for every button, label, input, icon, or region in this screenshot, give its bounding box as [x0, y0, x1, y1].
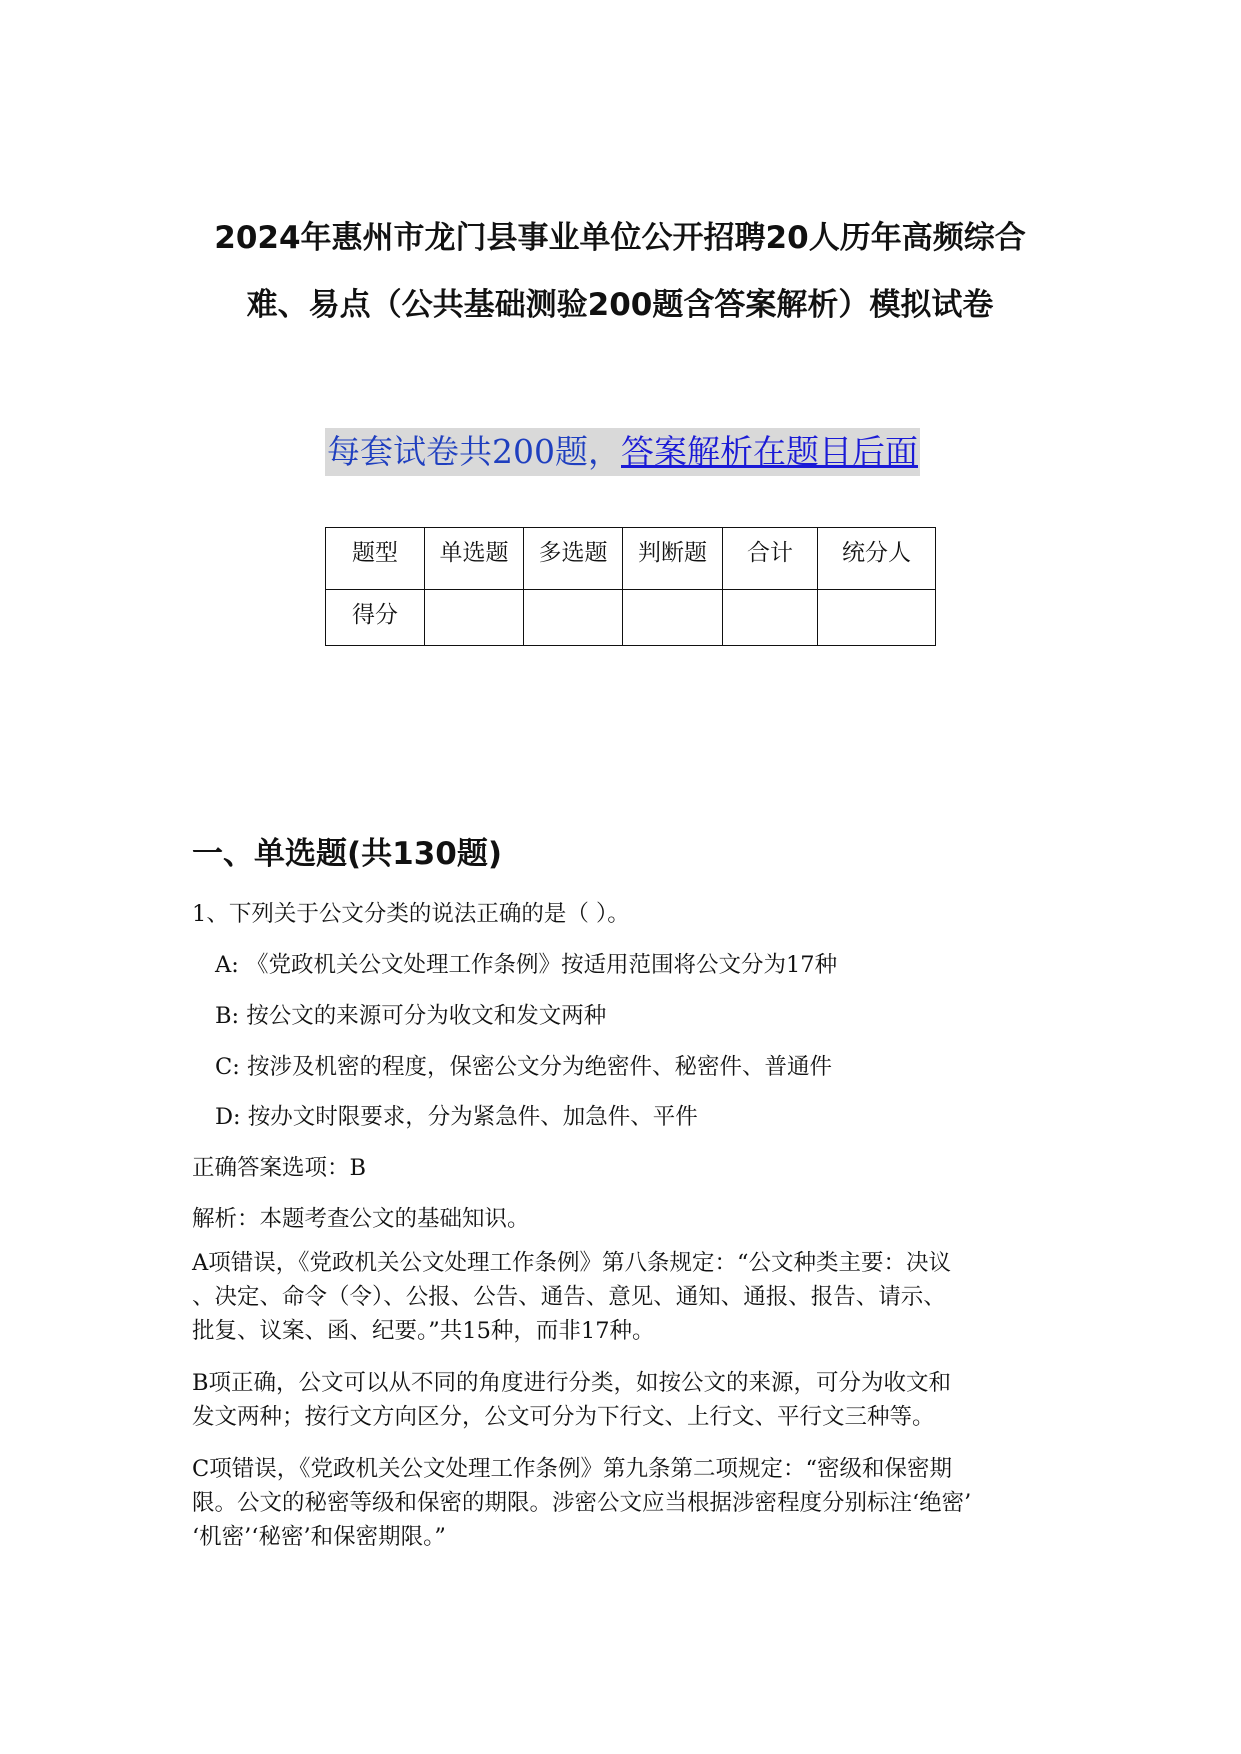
header-cell-multiple-choice: 多选题 — [524, 528, 623, 590]
correct-answer: 正确答案选项：B — [192, 1155, 367, 1181]
header-cell-type: 题型 — [326, 528, 425, 590]
banner-text: 每套试卷共200题， — [327, 432, 621, 471]
option-d: D: 按办文时限要求，分为紧急件、加急件、平件 — [215, 1104, 698, 1130]
score-cell-total — [723, 590, 818, 646]
score-row-label: 得分 — [326, 590, 425, 646]
header-cell-scorer: 统分人 — [818, 528, 936, 590]
analysis-b-line: 发文两种；按行文方向区分，公文可分为下行文、上行文、平行文三种等。 — [192, 1404, 935, 1430]
section-heading: 一、单选题(共130题) — [192, 836, 503, 872]
analysis-c-line: 限。公文的秘密等级和保密的期限。涉密公文应当根据涉密程度分别标注‘绝密’ — [192, 1490, 972, 1516]
question-stem: 1、下列关于公文分类的说法正确的是（ ）。 — [192, 901, 630, 927]
score-cell-true-false — [623, 590, 723, 646]
score-cell-single-choice — [425, 590, 524, 646]
analysis-option-a — [192, 1246, 1052, 1348]
header-cell-total: 合计 — [723, 528, 818, 590]
analysis-c-line: C项错误，《党政机关公文处理工作条例》第九条第二项规定：“密级和保密期 — [192, 1456, 952, 1482]
option-b: B: 按公文的来源可分为收文和发文两种 — [215, 1003, 607, 1029]
analysis-intro: 解析：本题考查公文的基础知识。 — [192, 1206, 530, 1232]
option-a: A: 《党政机关公文处理工作条例》按适用范围将公文分为17种 — [215, 952, 838, 978]
header-cell-single-choice: 单选题 — [425, 528, 524, 590]
score-cell-scorer — [818, 590, 936, 646]
exam-info-banner — [325, 428, 920, 476]
score-table-header-row — [326, 528, 936, 590]
analysis-c-line: ‘机密’‘秘密’和保密期限。” — [192, 1524, 446, 1550]
analysis-a-line: 批复、议案、函、纪要。”共15种，而非17种。 — [192, 1318, 655, 1344]
header-cell-true-false: 判断题 — [623, 528, 723, 590]
document-title-line-1: 2024年惠州市龙门县事业单位公开招聘20人历年高频综合 — [214, 220, 1026, 256]
analysis-a-line: A项错误，《党政机关公文处理工作条例》第八条规定：“公文种类主要：决议 — [192, 1250, 952, 1276]
option-c: C: 按涉及机密的程度，保密公文分为绝密件、秘密件、普通件 — [215, 1054, 832, 1080]
score-table — [325, 527, 936, 646]
analysis-a-line: 、决定、命令（令）、公报、公告、通告、意见、通知、通报、报告、请示、 — [192, 1284, 946, 1310]
analysis-option-c — [192, 1452, 1052, 1554]
analysis-option-b — [192, 1366, 1052, 1434]
analysis-b-line: B项正确，公文可以从不同的角度进行分类，如按公文的来源，可分为收文和 — [192, 1370, 952, 1396]
score-table-score-row — [326, 590, 936, 646]
score-cell-multiple-choice — [524, 590, 623, 646]
banner-link[interactable]: 答案解析在题目后面 — [621, 432, 918, 471]
document-title-line-2: 难、易点（公共基础测验200题含答案解析）模拟试卷 — [246, 287, 994, 323]
